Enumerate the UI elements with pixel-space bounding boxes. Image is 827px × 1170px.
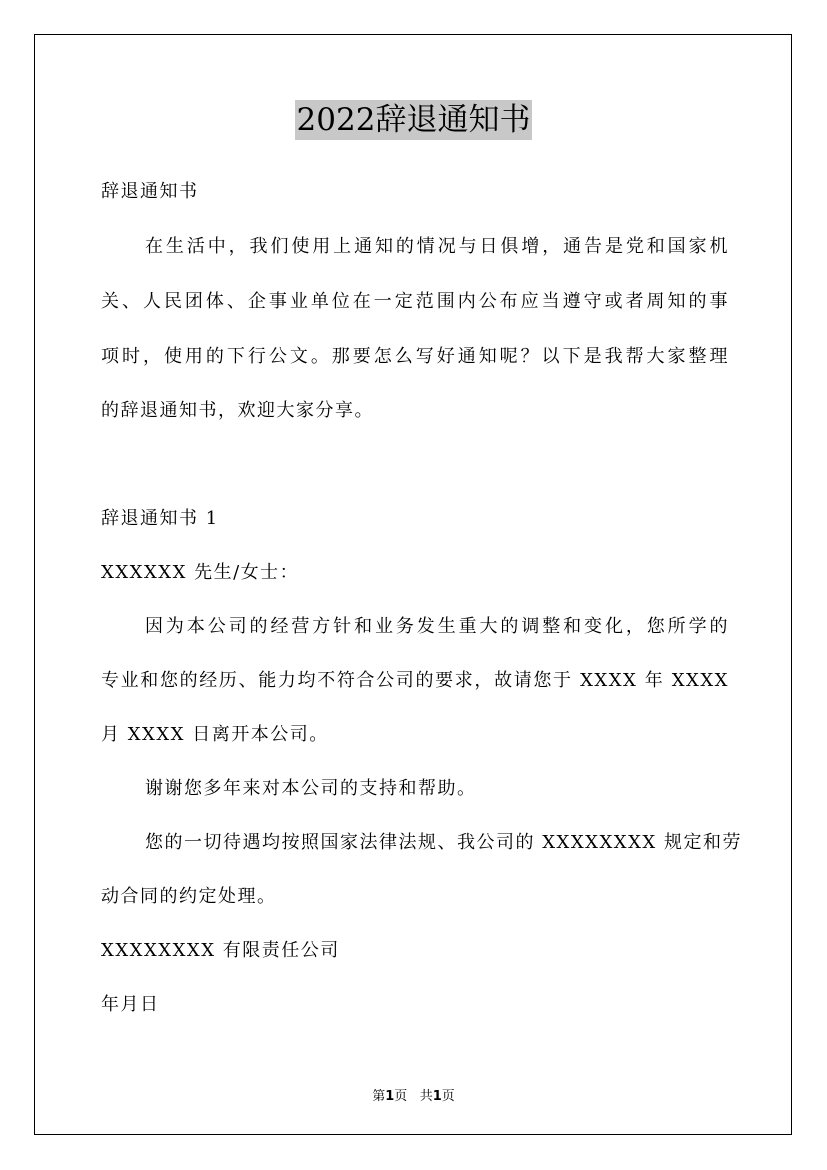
footer-page-number: 1 — [385, 1089, 395, 1104]
document-title: 2022辞退通知书 — [296, 102, 531, 138]
intro-line-4: 的辞退通知书，欢迎大家分享。 — [101, 400, 374, 421]
intro-line-3: 项时，使用的下行公文。那要怎么写好通知呢？以下是我帮大家整理 — [101, 346, 729, 367]
footer-total-pages: 1 — [432, 1089, 442, 1104]
body-line-2: 专业和您的经历、能力均不符合公司的要求，故请您于 XXXX 年 XXXX — [101, 670, 729, 691]
date-line: 年月日 — [101, 994, 160, 1015]
company-name: XXXXXXXX 有限责任公司 — [101, 940, 340, 961]
footer-total-suffix: 页 — [441, 1089, 455, 1104]
footer-total-prefix: 共 — [419, 1089, 433, 1104]
intro-line-2: 关、人民团体、企事业单位在一定范围内公布应当遵守或者周知的事 — [101, 291, 729, 312]
treatment-line-2: 动合同的约定处理。 — [101, 886, 277, 907]
body-line-3: 月 XXXX 日离开本公司。 — [101, 724, 329, 745]
thanks-line: 谢谢您多年来对本公司的支持和帮助。 — [145, 778, 477, 799]
footer-page-prefix: 第 — [372, 1089, 386, 1104]
treatment-line-1: 您的一切待遇均按照国家法律法规、我公司的 XXXXXXXX 规定和劳 — [145, 832, 742, 853]
intro-line-1: 在生活中，我们使用上通知的情况与日俱增，通告是党和国家机 — [145, 236, 729, 257]
page-footer — [0, 1085, 827, 1104]
document-subtitle: 辞退通知书 — [101, 181, 199, 202]
salutation: XXXXXX 先生/女士： — [101, 562, 300, 583]
title-container — [0, 100, 827, 140]
body-line-1: 因为本公司的经营方针和业务发生重大的调整和变化，您所学的 — [145, 616, 729, 637]
section-heading: 辞退通知书 1 — [101, 508, 219, 529]
footer-page-suffix: 页 — [394, 1089, 408, 1104]
